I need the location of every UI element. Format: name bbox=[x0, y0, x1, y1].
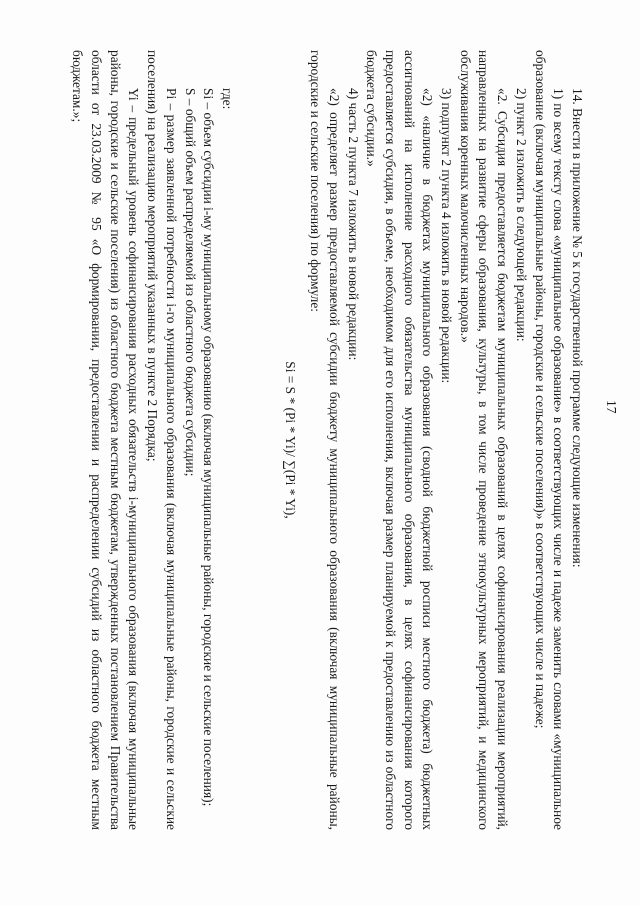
definition-s: S – общий объем распределяемой из областного бюджета субсидии; bbox=[182, 88, 198, 477]
subsidy-formula: Si = S * (Pi * Yi)/ ∑(Pi * Yi), bbox=[283, 361, 299, 519]
paragraph-item-14: 14. Внести в приложение № 5 к государственной программе следующие изменения: bbox=[570, 88, 585, 568]
where-label: где: bbox=[220, 88, 235, 110]
definition-si: Si – объем субсидии i-му муниципальному образованию (включая муниципальные районы, городские и сельские поселения); bbox=[201, 88, 217, 807]
paragraph-clause-2: «2. Субсидия предоставляется бюджетам муниципальных образований в целях софинансирования реализации мероприятий, направленных на развитие сферы образования, культуры, в том числе проведение этнокультурных мероприятий, и медицинского обслуживания коренных малочисленных народов.» bbox=[457, 50, 511, 830]
paragraph-sub-4: 4) часть 2 пункта 7 изложить в новой редакции: bbox=[345, 88, 361, 361]
paragraph-clause-2-new: «2) «наличие в бюджетах муниципального образования (сводной бюджетной росписи местного бюджета) бюджетных ассигнований на исполнение расходного обязательства муниципального образования, в целях софинансирования которого предоставляется субсидия, в объеме, необходимом для его исполнения, включая размер планируемой к предоставлению из областного бюджета субсидии.» bbox=[364, 50, 436, 830]
definition-yi: Yi – предельный уровень софинансирования расходных обязательств i-муниципального образования (включая муниципальные районы, городские и сельские поселения) из областного бюджета местным бюджетам, утвержденных постановлением Правительства области от 23.03.2009 № 95 «О формировании, предоставлении и распределении субсидий из областного бюджета местным бюджетам.»; bbox=[70, 50, 142, 830]
definitions-block bbox=[68, 50, 236, 830]
paragraph-sub-2: 2) пункт 2 изложить в следующей редакции: bbox=[513, 88, 529, 342]
rotated-page-content bbox=[20, 50, 620, 850]
paragraph-sub-3: 3) подпункт 2 пункта 4 изложить в новой редакции: bbox=[439, 88, 455, 384]
definition-pi: Pi – размер заявленной потребности i-го муниципального образования (включая муниципальные районы, городские и сельские поселения) на реализацию мероприятий указанных в пункте 2 Порядка; bbox=[145, 50, 179, 830]
amendment-body bbox=[275, 50, 586, 830]
paragraph-formula-intro: «2) определяет размер предоставляемой субсидии бюджету муниципального образования (включая муниципальные районы, городские и сельские поселения) по формуле: bbox=[308, 50, 342, 830]
paragraph-sub-1: 1) по всему тексту слова «муниципальное образование» в соответствующих числе и падеже заменить словами «муниципальное образование (включая муниципальные районы, городские и сельские поселения)» в соответствующих числе и падеже; bbox=[532, 50, 567, 830]
page-number: 17 bbox=[604, 400, 619, 414]
